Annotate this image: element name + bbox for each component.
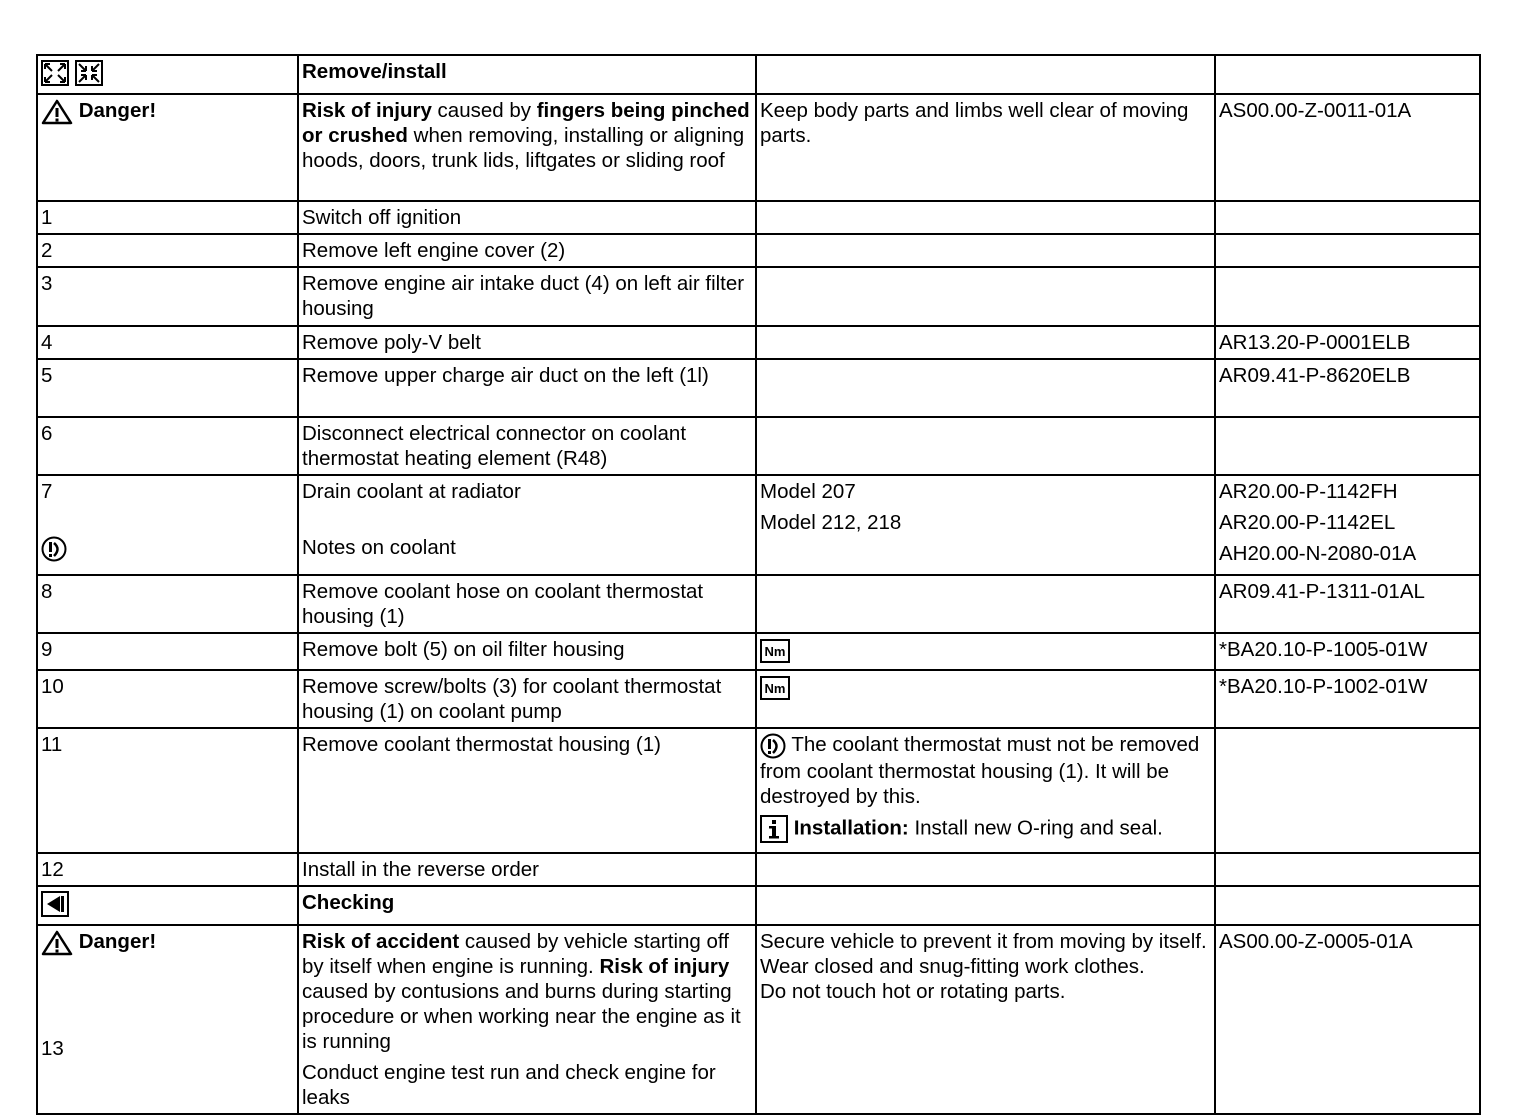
thermostat-note: The coolant thermostat must not be removed from coolant thermostat housing (1). It will be destroyed by this. [760,733,1200,808]
step-note [756,670,1215,728]
step-reference: *BA20.10-P-1005-01W [1215,633,1480,670]
step-number: 8 [37,575,298,633]
torque-nm-icon [760,676,790,700]
section-header-row [37,886,1480,925]
step-text: Remove poly-V belt [298,326,756,359]
danger-label-cell [37,925,298,1114]
step-reference [1215,267,1480,326]
step-row [37,267,1480,326]
step-note [756,359,1215,417]
step-text: Drain coolant at radiator Notes on coolant [298,475,756,575]
step-row [37,201,1480,234]
step-number: 9 [37,633,298,670]
step-row [37,575,1480,633]
note-circle-icon [41,536,67,562]
step-row [37,359,1480,417]
step-row [37,853,1480,886]
step-reference: AR09.41-P-1311-01AL [1215,575,1480,633]
step-reference: AR13.20-P-0001ELB [1215,326,1480,359]
repair-procedure-table [36,54,1481,1115]
step-number: 12 [37,853,298,886]
step-subtext: Notes on coolant [302,536,456,559]
collapse-arrows-icon [75,60,103,86]
torque-nm-icon [760,639,790,663]
section-title-remove: Remove/install [298,55,756,94]
danger-remedy: Secure vehicle to prevent it from moving by itself. Wear closed and snug-fitting work clothes. Do not touch hot or rotating parts. [756,925,1215,1114]
step-reference [1215,417,1480,475]
step-note [756,326,1215,359]
step-text: Remove coolant hose on coolant thermostat housing (1) [298,575,756,633]
step-number: 4 [37,326,298,359]
danger-reference: AS00.00-Z-0011-01A [1215,94,1480,201]
step-reference [1215,234,1480,267]
checking-arrow-icon [41,891,69,917]
section-header-row [37,55,1480,94]
danger-row-accident [37,925,1480,1114]
installation-label: Installation: [793,816,909,839]
danger-reference: AS00.00-Z-0005-01A [1215,925,1480,1114]
expand-arrows-icon [41,60,69,86]
step-reference [1215,201,1480,234]
step-row [37,633,1480,670]
step-note [756,633,1215,670]
installation-text: Install new O-ring and seal. [908,816,1163,839]
step-number: 1 [37,201,298,234]
step-note [756,417,1215,475]
step-text: Remove upper charge air duct on the left (1l) [298,359,756,417]
step-reference: AR09.41-P-8620ELB [1215,359,1480,417]
step-text: Remove coolant thermostat housing (1) [298,728,756,853]
step-note [756,201,1215,234]
danger-description: Risk of accident caused by vehicle starting off by itself when engine is running. Risk of injury caused by contusions and burns during starting procedure or when working near the engine as it is running Conduct engine test run and check engine for leaks [298,925,756,1114]
step-number: 3 [37,267,298,326]
warning-triangle-icon [41,930,73,956]
step-text: Remove bolt (5) on oil filter housing [298,633,756,670]
step-number: 13 [41,1036,64,1060]
step-note [756,728,1215,853]
danger-label: Danger! [78,930,157,953]
step-number: 5 [37,359,298,417]
step-number: 10 [37,670,298,728]
step-reference: AR20.00-P-1142FH AR20.00-P-1142EL AH20.00-N-2080-01A [1215,475,1480,575]
step-text: Remove engine air intake duct (4) on left air filter housing [298,267,756,326]
svg-text:Nm: Nm [764,680,786,696]
step-note [756,234,1215,267]
step-number: 7 [37,475,298,575]
step-note: Model 207 Model 212, 218 [756,475,1215,575]
step-number: 11 [37,728,298,853]
step-reference: *BA20.10-P-1002-01W [1215,670,1480,728]
step-number: 2 [37,234,298,267]
danger-description: Risk of injury caused by fingers being pinched or crushed when removing, installing or aligning hoods, doors, trunk lids, liftgates or sliding roof [298,94,756,201]
section-title-checking: Checking [298,886,756,925]
step-row [37,326,1480,359]
step-text: Install in the reverse order [298,853,756,886]
step-text: Remove left engine cover (2) [298,234,756,267]
step-text: Remove screw/bolts (3) for coolant thermostat housing (1) on coolant pump [298,670,756,728]
section-icons-cell [37,55,298,94]
step-row [37,417,1480,475]
step-number: 6 [37,417,298,475]
svg-text:Nm: Nm [764,643,786,659]
step-row-7 [37,475,1480,575]
warning-triangle-icon [41,99,73,125]
danger-row-injury [37,94,1480,201]
step-note [756,267,1215,326]
step-row [37,234,1480,267]
danger-label-cell [37,94,298,201]
checking-icon-cell [37,886,298,925]
step-row-11 [37,728,1480,853]
step-text: Conduct engine test run and check engine for leaks [302,1061,716,1109]
info-i-icon [760,815,788,843]
step-text: Disconnect electrical connector on coolant thermostat heating element (R48) [298,417,756,475]
note-circle-icon [760,733,786,759]
step-row [37,670,1480,728]
danger-remedy: Keep body parts and limbs well clear of moving parts. [756,94,1215,201]
danger-label: Danger! [78,99,157,122]
step-text: Switch off ignition [298,201,756,234]
